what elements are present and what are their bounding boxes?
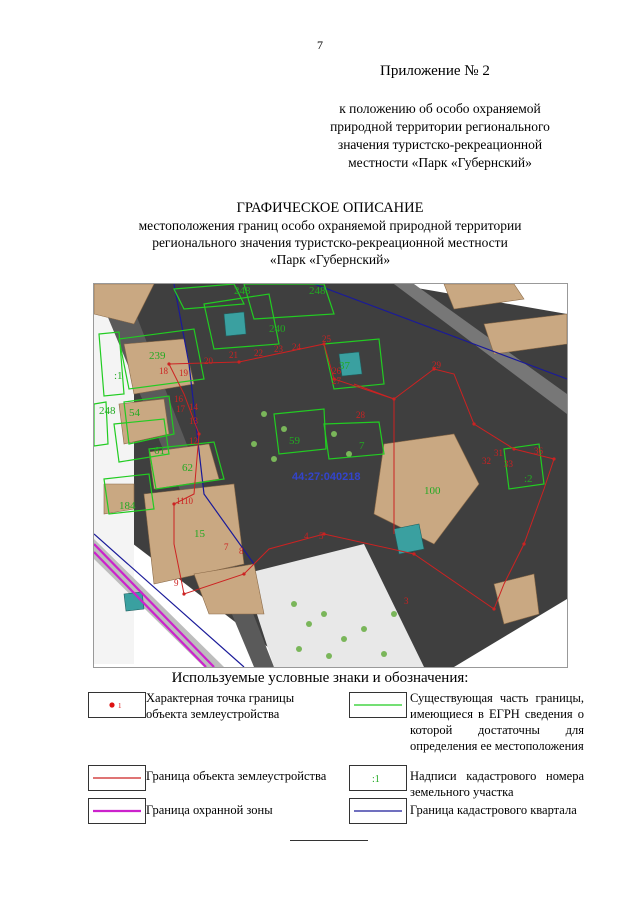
subtitle-line: природной территории регионального	[330, 119, 550, 134]
document-title	[40, 200, 620, 268]
svg-text:31: 31	[494, 448, 503, 458]
legend-cadastral-label	[349, 765, 407, 791]
title-line: «Парк «Губернский»	[269, 252, 391, 267]
magenta-line-icon	[89, 799, 145, 823]
legend-green-line	[349, 692, 407, 718]
svg-text:24: 24	[292, 342, 301, 352]
svg-text:16: 16	[174, 394, 183, 404]
svg-text:239: 239	[149, 350, 166, 362]
svg-text:3: 3	[404, 596, 409, 606]
svg-text:8: 8	[239, 546, 244, 556]
appendix-subtitle	[300, 100, 580, 172]
svg-text:13: 13	[189, 416, 198, 426]
subtitle-line: местности «Парк «Губернский»	[348, 155, 532, 170]
svg-text:61: 61	[154, 445, 165, 457]
svg-text:32: 32	[482, 456, 491, 466]
svg-text:5: 5	[319, 531, 324, 541]
legend-blue-line	[349, 798, 407, 824]
svg-text:248: 248	[99, 405, 116, 417]
svg-text:20: 20	[204, 356, 213, 366]
title-line: местоположения границ особо охраняемой природной территории	[138, 218, 522, 233]
svg-text:9: 9	[174, 578, 179, 588]
svg-text:22: 22	[254, 348, 263, 358]
legend-text: Существующая часть границы, имеющиеся в ЕГРН сведения о которой достаточны для определения ее местоположения	[410, 691, 584, 753]
svg-text:4: 4	[304, 531, 309, 541]
subtitle-line: значения туристско-рекреационной	[337, 137, 543, 152]
title-heading: ГРАФИЧЕСКОЕ ОПИСАНИЕ	[236, 200, 424, 216]
title-line: регионального значения туристско-рекреационной местности	[152, 235, 508, 250]
svg-text::1: :1	[114, 370, 123, 382]
legend-text: Характерная точка границы объекта землеустройства	[146, 691, 295, 721]
cadastral-label-icon	[350, 766, 406, 790]
legend-red-line	[88, 765, 146, 791]
legend-text: Граница объекта землеустройства	[146, 769, 327, 783]
svg-text:248: 248	[234, 285, 251, 297]
svg-text:240: 240	[269, 323, 286, 335]
green-line-icon	[350, 693, 406, 717]
legend-point-symbol	[88, 692, 146, 718]
page-number: 7	[317, 38, 323, 52]
svg-text:184: 184	[119, 500, 136, 512]
svg-text:59: 59	[289, 435, 300, 447]
svg-text:10: 10	[184, 496, 193, 506]
red-line-icon	[89, 766, 145, 790]
legend-text: Надписи кадастрового номера земельного участка	[410, 769, 584, 799]
svg-text:7: 7	[224, 542, 229, 552]
svg-text:248: 248	[309, 285, 326, 297]
subtitle-line: к положению об особо охраняемой	[339, 101, 541, 116]
svg-text:19: 19	[179, 368, 188, 378]
svg-text:7: 7	[359, 440, 365, 452]
svg-text:62: 62	[182, 462, 193, 474]
svg-text:54: 54	[129, 407, 140, 419]
svg-text:14: 14	[189, 402, 198, 412]
cadastral-quarter-label: 44:27:040218	[292, 471, 361, 483]
svg-text::2: :2	[524, 473, 533, 485]
svg-text:17: 17	[176, 404, 185, 414]
legend-magenta-line	[88, 798, 146, 824]
svg-text:11: 11	[176, 496, 185, 506]
blue-line-icon	[350, 799, 406, 823]
svg-text:15: 15	[194, 528, 205, 540]
svg-text:18: 18	[159, 366, 168, 376]
svg-text:21: 21	[229, 350, 238, 360]
legend-text: Граница кадастрового квартала	[410, 803, 577, 817]
svg-text:25: 25	[322, 334, 331, 344]
svg-text:27: 27	[332, 376, 341, 386]
svg-text:29: 29	[432, 360, 441, 370]
svg-text:26: 26	[332, 366, 341, 376]
svg-text:37: 37	[339, 360, 350, 372]
svg-text:23: 23	[274, 344, 283, 354]
svg-text:28: 28	[356, 410, 365, 420]
map-svg	[94, 284, 567, 667]
svg-text:100: 100	[424, 485, 441, 497]
footer-divider	[290, 840, 368, 841]
legend-heading: Используемые условные знаки и обозначения:	[171, 670, 469, 686]
svg-text:12: 12	[189, 436, 198, 446]
point-marker-label: 1	[118, 702, 122, 710]
svg-text:36: 36	[534, 446, 543, 456]
cadastral-label-sample: :1	[372, 774, 380, 785]
svg-text:33: 33	[504, 459, 513, 469]
cadastral-map	[93, 283, 568, 668]
point-marker-icon	[89, 693, 145, 717]
appendix-title: Приложение № 2	[380, 63, 490, 79]
legend-text: Граница охранной зоны	[146, 803, 273, 817]
